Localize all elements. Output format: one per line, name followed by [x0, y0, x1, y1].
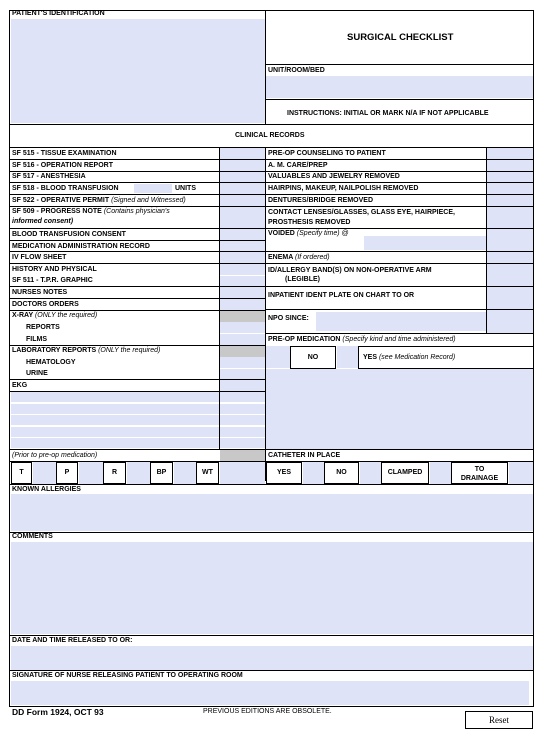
- sf522-text: SF 522 - OPERATIVE PERMIT: [12, 197, 110, 204]
- label-contacts-2: PROSTHESIS REMOVED: [268, 219, 351, 226]
- label-voided: [268, 228, 349, 239]
- title-line: [265, 64, 534, 65]
- units-field[interactable]: [134, 184, 172, 193]
- comments-label: COMMENTS: [12, 533, 53, 540]
- label-xray-reports: REPORTS: [26, 324, 60, 331]
- label-preop-med: [268, 334, 456, 345]
- catheter-to-text: TO: [474, 466, 485, 473]
- checkbox-xray-reports[interactable]: [220, 322, 265, 333]
- signature-label: SIGNATURE OF NURSE RELEASING PATIENT TO OPERATING ROOM: [12, 672, 243, 679]
- form-title: SURGICAL CHECKLIST: [347, 32, 454, 43]
- blank-row-4[interactable]: [11, 427, 219, 437]
- label-sf516: SF 516 - OPERATION REPORT: [12, 162, 113, 169]
- checkbox-hematology[interactable]: [220, 357, 265, 368]
- blank-row-1[interactable]: [11, 392, 219, 402]
- preop-med-note: (Specify kind and time administered): [342, 336, 456, 343]
- clinical-records-top: [9, 124, 534, 125]
- sf509-note1: (Contains physician's: [103, 208, 170, 215]
- catheter-drainage-field[interactable]: [509, 462, 533, 484]
- vitals-gray: [220, 450, 265, 461]
- preop-yes-text: YES: [363, 354, 378, 361]
- instructions-text: INSTRUCTIONS: INITIAL OR MARK N/A IF NOT APPLICABLE: [287, 110, 489, 117]
- label-nurses-notes: NURSES NOTES: [12, 289, 68, 296]
- lab-note: (ONLY the required): [98, 347, 161, 354]
- catheter-no-text: NO: [336, 469, 347, 476]
- checkbox-enema[interactable]: [487, 252, 533, 263]
- catheter-drainage-text: DRAINAGE: [460, 475, 499, 482]
- prior-note: (Prior to pre-op medication): [12, 452, 98, 459]
- checkbox-iv-flow[interactable]: [220, 252, 265, 263]
- preop-med-details[interactable]: [266, 369, 533, 449]
- checkbox-sf518[interactable]: [220, 183, 265, 194]
- unit-label: UNIT/ROOM/BED: [268, 67, 325, 74]
- vital-p-field[interactable]: [79, 462, 103, 484]
- preop-no-check[interactable]: [266, 346, 290, 368]
- catheter-yes-field[interactable]: [303, 462, 324, 484]
- label-xray: [12, 310, 97, 321]
- vital-p-text: P: [64, 469, 70, 476]
- lab-header-gray: [220, 346, 265, 357]
- row-line: [265, 286, 534, 287]
- preop-med-text: PRE-OP MEDICATION: [268, 336, 341, 343]
- label-sf511: SF 511 - T.P.R. GRAPHIC: [12, 277, 93, 284]
- row-line: [9, 391, 265, 392]
- checkbox-inpatient[interactable]: [487, 287, 533, 309]
- row-line: [9, 379, 265, 380]
- row-line: [9, 670, 534, 671]
- reset-button[interactable]: [465, 711, 533, 729]
- vital-r-text: R: [111, 469, 118, 476]
- label-urine: URINE: [26, 370, 48, 377]
- label-doctors-orders: DOCTORS ORDERS: [12, 301, 79, 308]
- xray-header-gray: [220, 311, 265, 322]
- vital-r-label: [103, 462, 126, 484]
- checkbox-doctors-orders[interactable]: [220, 299, 265, 310]
- vital-bp-label: [150, 462, 173, 484]
- catheter-clamped-option[interactable]: [381, 462, 429, 484]
- blank-row-5[interactable]: [11, 438, 219, 448]
- catheter-clamped-text: CLAMPED: [387, 469, 423, 476]
- vital-p-label: [56, 462, 78, 484]
- preop-yes-option[interactable]: [358, 346, 534, 369]
- label-ekg: EKG: [12, 382, 28, 389]
- allergies-field[interactable]: [11, 494, 533, 531]
- label-dentures: DENTURES/BRIDGE REMOVED: [268, 197, 374, 204]
- row-line: [265, 263, 534, 264]
- checkbox-sf522[interactable]: [220, 195, 265, 206]
- label-history: HISTORY AND PHYSICAL: [12, 266, 97, 273]
- row-line: [9, 449, 534, 450]
- allergies-label: KNOWN ALLERGIES: [12, 486, 81, 493]
- label-id-band-2: (LEGIBLE): [285, 276, 320, 283]
- label-valuables: VALUABLES AND JEWELRY REMOVED: [268, 173, 400, 180]
- label-contacts-1: CONTACT LENSES/GLASSES, GLASS EYE, HAIRPIECE,: [268, 209, 455, 216]
- enema-text: ENEMA: [268, 254, 294, 261]
- vital-wt-label: [196, 462, 219, 484]
- blank-row-5-check[interactable]: [220, 438, 265, 448]
- label-units: UNITS: [175, 185, 196, 192]
- checkbox-dentures[interactable]: [487, 195, 533, 206]
- label-preop-counseling: PRE-OP COUNSELING TO PATIENT: [268, 150, 386, 157]
- label-am-care: A. M. CARE/PREP: [268, 162, 328, 169]
- enema-note: (If ordered): [294, 254, 330, 261]
- label-sf522: [12, 195, 186, 206]
- vital-t-field[interactable]: [33, 462, 56, 484]
- unit-field[interactable]: [266, 76, 533, 98]
- signature-field[interactable]: [11, 681, 529, 705]
- label-lab-reports: [12, 345, 160, 356]
- patient-id-field[interactable]: [11, 19, 265, 123]
- checkbox-sf515[interactable]: [220, 148, 265, 159]
- label-inpatient: INPATIENT IDENT PLATE ON CHART TO OR: [268, 292, 415, 299]
- vital-bp-text: BP: [156, 469, 167, 476]
- catheter-yes-text: YES: [276, 469, 291, 476]
- catheter-no-field[interactable]: [360, 462, 381, 484]
- label-sf517: SF 517 - ANESTHESIA: [12, 173, 86, 180]
- catheter-no-option[interactable]: [324, 462, 359, 484]
- blank-row-1-check[interactable]: [220, 392, 265, 402]
- checkbox-blood-consent[interactable]: [220, 229, 265, 240]
- checkbox-contacts[interactable]: [487, 207, 533, 228]
- released-field[interactable]: [11, 646, 533, 670]
- catheter-clamped-field[interactable]: [430, 462, 451, 484]
- vital-wt-field[interactable]: [220, 462, 265, 484]
- label-hematology: HEMATOLOGY: [26, 359, 76, 366]
- header-divider: [265, 10, 266, 124]
- row-line: [265, 309, 534, 310]
- checkbox-hairpins[interactable]: [487, 183, 533, 194]
- blank-row-4-check[interactable]: [220, 427, 265, 437]
- checkbox-ekg[interactable]: [220, 380, 265, 391]
- checkbox-history[interactable]: [220, 264, 265, 275]
- checkbox-id-band[interactable]: [487, 264, 533, 286]
- preop-yes-check[interactable]: [337, 346, 358, 368]
- checkbox-nurses-notes[interactable]: [220, 287, 265, 298]
- voided-note: (Specify time) @: [296, 230, 349, 237]
- checkbox-sf509[interactable]: [220, 207, 265, 228]
- voided-time-field[interactable]: [364, 236, 486, 250]
- vital-t-label: [11, 462, 32, 484]
- checkbox-npo[interactable]: [487, 310, 533, 333]
- reset-button-label: Reset: [489, 715, 509, 725]
- checkbox-am-care[interactable]: [487, 160, 533, 171]
- sf509-text: SF 509 - PROGRESS NOTE: [12, 208, 102, 215]
- blank-row-2[interactable]: [11, 404, 219, 414]
- catheter-label: CATHETER IN PLACE: [268, 452, 341, 459]
- label-iv-flow: IV FLOW SHEET: [12, 254, 67, 261]
- row-line: [9, 532, 534, 533]
- catheter-drainage-option[interactable]: [451, 462, 508, 484]
- catheter-yes-option[interactable]: [266, 462, 302, 484]
- released-label: DATE AND TIME RELEASED TO OR:: [12, 637, 133, 644]
- label-npo: NPO SINCE:: [268, 315, 309, 322]
- vital-r-field[interactable]: [127, 462, 150, 484]
- clinical-records-label: CLINICAL RECORDS: [235, 132, 305, 139]
- row-line: [9, 484, 534, 485]
- label-sf518: SF 518 - BLOOD TRANSFUSION: [12, 185, 119, 192]
- comments-field[interactable]: [11, 542, 533, 634]
- checkbox-xray-films[interactable]: [220, 334, 265, 345]
- checkbox-preop-counseling[interactable]: [487, 148, 533, 159]
- label-enema: [268, 252, 330, 263]
- label-blood-consent: BLOOD TRANSFUSION CONSENT: [12, 231, 126, 238]
- vital-wt-text: WT: [202, 469, 213, 476]
- preop-yes-label: [359, 347, 533, 368]
- blank-row-2-check[interactable]: [220, 404, 265, 414]
- label-sf515: SF 515 - TISSUE EXAMINATION: [12, 150, 117, 157]
- checkbox-sf516[interactable]: [220, 160, 265, 171]
- blank-row-3[interactable]: [11, 415, 219, 425]
- label-id-band-1: ID/ALLERGY BAND(S) ON NON-OPERATIVE ARM: [268, 267, 432, 274]
- label-sf509-note2: informed consent): [12, 218, 74, 225]
- voided-text: VOIDED: [268, 230, 295, 237]
- vital-bp-field[interactable]: [174, 462, 196, 484]
- label-xray-films: FILMS: [26, 336, 47, 343]
- obsolete-notice: PREVIOUS EDITIONS ARE OBSOLETE.: [203, 708, 332, 715]
- label-hairpins: HAIRPINS, MAKEUP, NAILPOLISH REMOVED: [268, 185, 419, 192]
- row-line: [9, 635, 534, 636]
- checkbox-voided[interactable]: [487, 229, 533, 251]
- preop-no-label: NO: [307, 354, 319, 361]
- preop-no-option[interactable]: [290, 346, 336, 369]
- instructions-line: [265, 99, 534, 100]
- npo-since-field[interactable]: [316, 312, 486, 331]
- xray-note: (ONLY the required): [34, 312, 98, 319]
- form-number: DD Form 1924, OCT 93: [12, 707, 104, 717]
- patient-id-label: PATIENT'S IDENTIFICATION: [12, 10, 105, 17]
- preop-yes-note: (see Medication Record): [378, 354, 456, 361]
- vital-t-text: T: [19, 469, 24, 476]
- label-med-admin: MEDICATION ADMINISTRATION RECORD: [12, 243, 150, 250]
- blank-row-3-check[interactable]: [220, 415, 265, 425]
- sf522-note: (Signed and Witnessed): [111, 197, 186, 204]
- xray-text: X-RAY: [12, 312, 34, 319]
- lab-text: LABORATORY REPORTS: [12, 347, 97, 354]
